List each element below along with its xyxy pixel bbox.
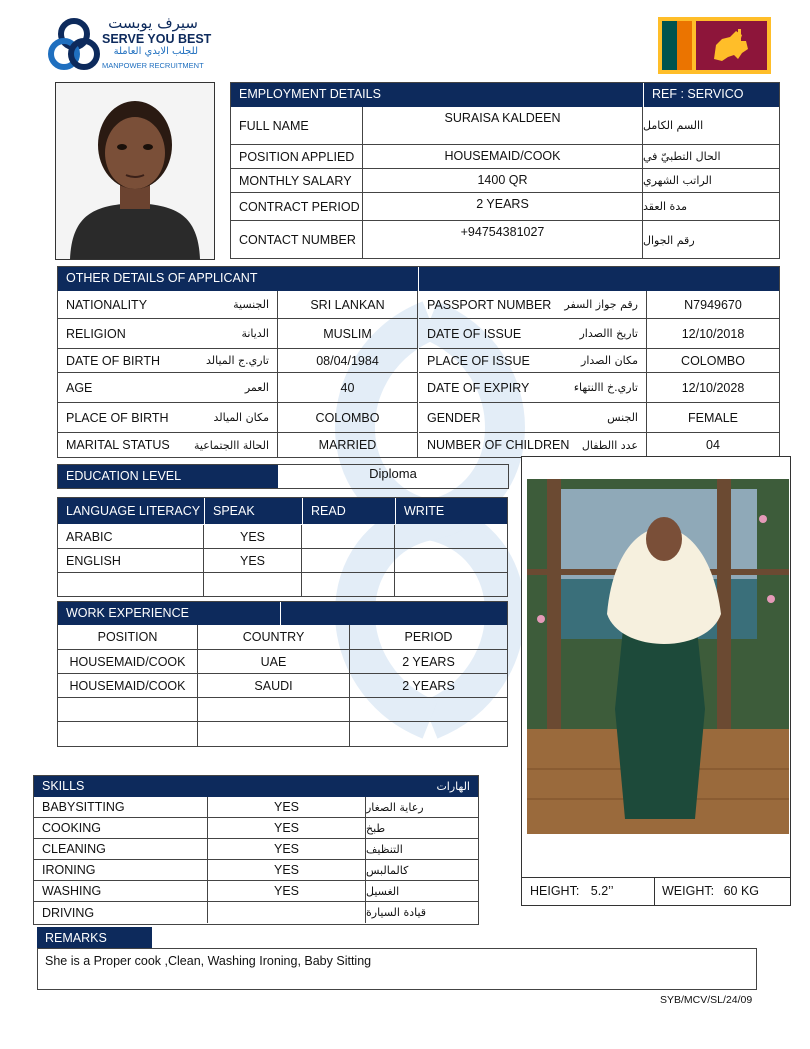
- skill-name: CLEANING: [34, 839, 208, 860]
- detail-value: 04: [706, 438, 720, 452]
- detail-label: NATIONALITY: [66, 297, 148, 312]
- language-column-header: LANGUAGE LITERACY: [58, 498, 204, 524]
- skill-name: BABYSITTING: [34, 797, 208, 818]
- detail-value: SRI LANKAN: [278, 291, 418, 319]
- language-cell: ENGLISH: [58, 549, 204, 573]
- logo-arabic-name: سيرف يوبست: [108, 14, 198, 32]
- body-stats-row: [522, 877, 790, 905]
- height-value: 5.2’’: [590, 884, 614, 898]
- detail-value: MARRIED: [278, 433, 418, 457]
- detail-arabic-label: عدد االطفال: [581, 438, 638, 452]
- employment-label: CONTRACT PERIOD: [231, 193, 363, 221]
- company-logo: [48, 14, 218, 76]
- skill-arabic-name: قيادة السيارة: [366, 906, 427, 919]
- detail-value: 12/10/2018: [647, 319, 779, 349]
- remarks-header: REMARKS: [37, 927, 152, 949]
- skill-value: YES: [208, 818, 366, 839]
- applicant-full-photo: [521, 456, 791, 906]
- detail-arabic-label: العمر: [244, 381, 269, 394]
- work-cell: 2 YEARS: [350, 650, 507, 674]
- skill-arabic-name: التنظيف: [366, 839, 478, 860]
- detail-label: PLACE OF ISSUE: [427, 353, 530, 368]
- other-details-section: [57, 266, 780, 458]
- weight-label: WEIGHT:: [662, 884, 715, 898]
- employment-label: POSITION APPLIED: [231, 145, 363, 169]
- skill-name: COOKING: [34, 818, 208, 839]
- detail-value: 08/04/1984: [278, 349, 418, 373]
- detail-label: AGE: [66, 380, 93, 395]
- detail-arabic-label: مكان الصدار: [581, 354, 638, 367]
- detail-label-cell: [58, 403, 278, 433]
- detail-value: MUSLIM: [278, 319, 418, 349]
- detail-label-cell: [419, 319, 647, 349]
- work-experience-header: WORK EXPERIENCE: [58, 602, 280, 625]
- logo-arabic-sub: للجلب الايدي العاملة: [113, 46, 198, 57]
- employment-label: MONTHLY SALARY: [231, 169, 363, 193]
- detail-label-cell: [419, 373, 647, 403]
- language-column-header: SPEAK: [204, 498, 302, 524]
- detail-label: RELIGION: [66, 326, 126, 341]
- detail-label: DATE OF BIRTH: [66, 353, 160, 368]
- detail-label: DATE OF ISSUE: [427, 326, 522, 341]
- detail-label-cell: [58, 433, 278, 457]
- employment-label: FULL NAME: [231, 107, 363, 145]
- language-column-header: READ: [302, 498, 395, 524]
- applicant-face-photo: [55, 82, 215, 260]
- detail-arabic-label: تاري.ج الميالد: [206, 354, 269, 367]
- employment-details-header: EMPLOYMENT DETAILS: [231, 83, 643, 107]
- work-cell: [198, 698, 350, 722]
- employment-arabic-label: رقم الجوال: [643, 233, 695, 247]
- detail-label-cell: [419, 291, 647, 319]
- language-cell: [302, 573, 395, 597]
- language-cell: [395, 549, 507, 573]
- skill-arabic-name: طبخ: [366, 818, 478, 839]
- detail-value: COLOMBO: [647, 349, 779, 373]
- detail-arabic-label: مكان الميالد: [213, 411, 269, 424]
- work-cell: SAUDI: [198, 674, 350, 698]
- language-cell: [395, 573, 507, 597]
- detail-arabic-label: تاريخ االصدار: [579, 327, 638, 340]
- education-level-label: EDUCATION LEVEL: [58, 465, 278, 488]
- employment-arabic-label: الراتب الشهري: [643, 169, 779, 193]
- detail-value: FEMALE: [647, 403, 779, 433]
- logo-sub: MANPOWER RECRUITMENT: [102, 61, 204, 70]
- detail-label: DATE OF EXPIRY: [427, 380, 530, 395]
- language-column-header: WRITE: [395, 498, 507, 524]
- work-cell: HOUSEMAID/COOK: [58, 674, 198, 698]
- work-cell: [350, 698, 507, 722]
- employment-value: 2 YEARS: [363, 193, 643, 221]
- skills-arabic-header: الهارات: [280, 776, 478, 797]
- employment-label: CONTACT NUMBER: [231, 221, 363, 259]
- detail-label-cell: [58, 373, 278, 403]
- detail-label: NUMBER OF CHILDREN: [427, 438, 570, 452]
- skill-value: YES: [208, 860, 366, 881]
- skill-value: [208, 902, 366, 923]
- skill-name: WASHING: [34, 881, 208, 902]
- employment-details-section: [230, 82, 780, 259]
- language-cell: [395, 525, 507, 549]
- other-details-header-right: [419, 267, 779, 291]
- work-experience-header-right: [281, 602, 507, 625]
- language-cell: ARABIC: [58, 525, 204, 549]
- language-cell: [302, 525, 395, 549]
- detail-label-cell: [58, 319, 278, 349]
- remarks-section: [37, 927, 757, 990]
- detail-arabic-label: الجنسية: [233, 298, 269, 311]
- language-cell: [58, 573, 204, 597]
- detail-value: COLOMBO: [278, 403, 418, 433]
- height-label: HEIGHT:: [530, 884, 580, 898]
- employment-value: 1400 QR: [363, 169, 643, 193]
- language-section: [57, 497, 508, 597]
- work-column-header: PERIOD: [350, 625, 507, 650]
- employment-value: +94754381027: [363, 221, 643, 259]
- detail-arabic-label: الديانة: [241, 327, 269, 340]
- detail-value: 40: [278, 373, 418, 403]
- detail-label: GENDER: [427, 410, 481, 425]
- work-cell: [58, 722, 198, 746]
- other-details-header: OTHER DETAILS OF APPLICANT: [58, 267, 418, 291]
- work-column-header: COUNTRY: [198, 625, 350, 650]
- work-cell: [350, 722, 507, 746]
- lion-icon: [708, 27, 754, 65]
- remarks-text: She is a Proper cook ,Clean, Washing Ironing, Baby Sitting: [45, 954, 372, 968]
- skill-arabic-name: رعاية الصغار: [366, 797, 478, 818]
- weight-value: 60 KG: [723, 884, 760, 898]
- language-cell: YES: [204, 525, 302, 549]
- skill-value: YES: [208, 839, 366, 860]
- ref-label: REF : SERVICO: [643, 83, 779, 107]
- skill-arabic-name: الغسيل: [366, 881, 478, 902]
- detail-arabic-label: الجنس: [607, 411, 638, 424]
- footer-code: SYB/MCV/SL/24/09: [660, 994, 753, 1006]
- skill-value: YES: [208, 797, 366, 818]
- detail-label-cell: [58, 349, 278, 373]
- detail-label-cell: [419, 349, 647, 373]
- work-cell: [58, 698, 198, 722]
- detail-label: MARITAL STATUS: [66, 438, 170, 452]
- detail-label: PLACE OF BIRTH: [66, 410, 169, 425]
- language-cell: [302, 549, 395, 573]
- logo-name: SERVE YOU BEST: [102, 32, 212, 46]
- detail-value: N7949670: [647, 291, 779, 319]
- detail-label-cell: [419, 403, 647, 433]
- skill-name: IRONING: [34, 860, 208, 881]
- employment-arabic-label: االسم الكامل: [643, 107, 779, 145]
- detail-arabic-label: رقم جواز السفر: [564, 298, 638, 311]
- detail-value: 12/10/2028: [647, 373, 779, 403]
- skills-section: [33, 775, 479, 925]
- language-cell: YES: [204, 549, 302, 573]
- skills-header: SKILLS: [34, 776, 280, 797]
- skill-value: YES: [208, 881, 366, 902]
- employment-value: HOUSEMAID/COOK: [363, 145, 643, 169]
- work-cell: UAE: [198, 650, 350, 674]
- knot-logo-icon: [48, 16, 100, 74]
- employment-value: SURAISA KALDEEN: [363, 107, 643, 145]
- education-section: [57, 464, 509, 489]
- employment-arabic-label: الحال التطبيّ في: [643, 145, 779, 169]
- skill-name: DRIVING: [34, 902, 208, 923]
- sri-lanka-flag-icon: [658, 17, 771, 74]
- detail-arabic-label: الحالة االجتماعية: [194, 438, 269, 452]
- language-cell: [204, 573, 302, 597]
- education-level-value: Diploma: [369, 466, 417, 481]
- work-column-header: POSITION: [58, 625, 198, 650]
- work-cell: 2 YEARS: [350, 674, 507, 698]
- work-experience-section: [57, 601, 508, 747]
- work-cell: HOUSEMAID/COOK: [58, 650, 198, 674]
- detail-label-cell: [419, 433, 647, 457]
- work-cell: [198, 722, 350, 746]
- skill-arabic-name: كالمالبس: [366, 860, 478, 881]
- detail-label-cell: [58, 291, 278, 319]
- detail-label: PASSPORT NUMBER: [427, 297, 552, 312]
- detail-arabic-label: تاري.خ االنتهاء: [573, 381, 638, 394]
- employment-arabic-label: مدة العقد: [643, 193, 779, 221]
